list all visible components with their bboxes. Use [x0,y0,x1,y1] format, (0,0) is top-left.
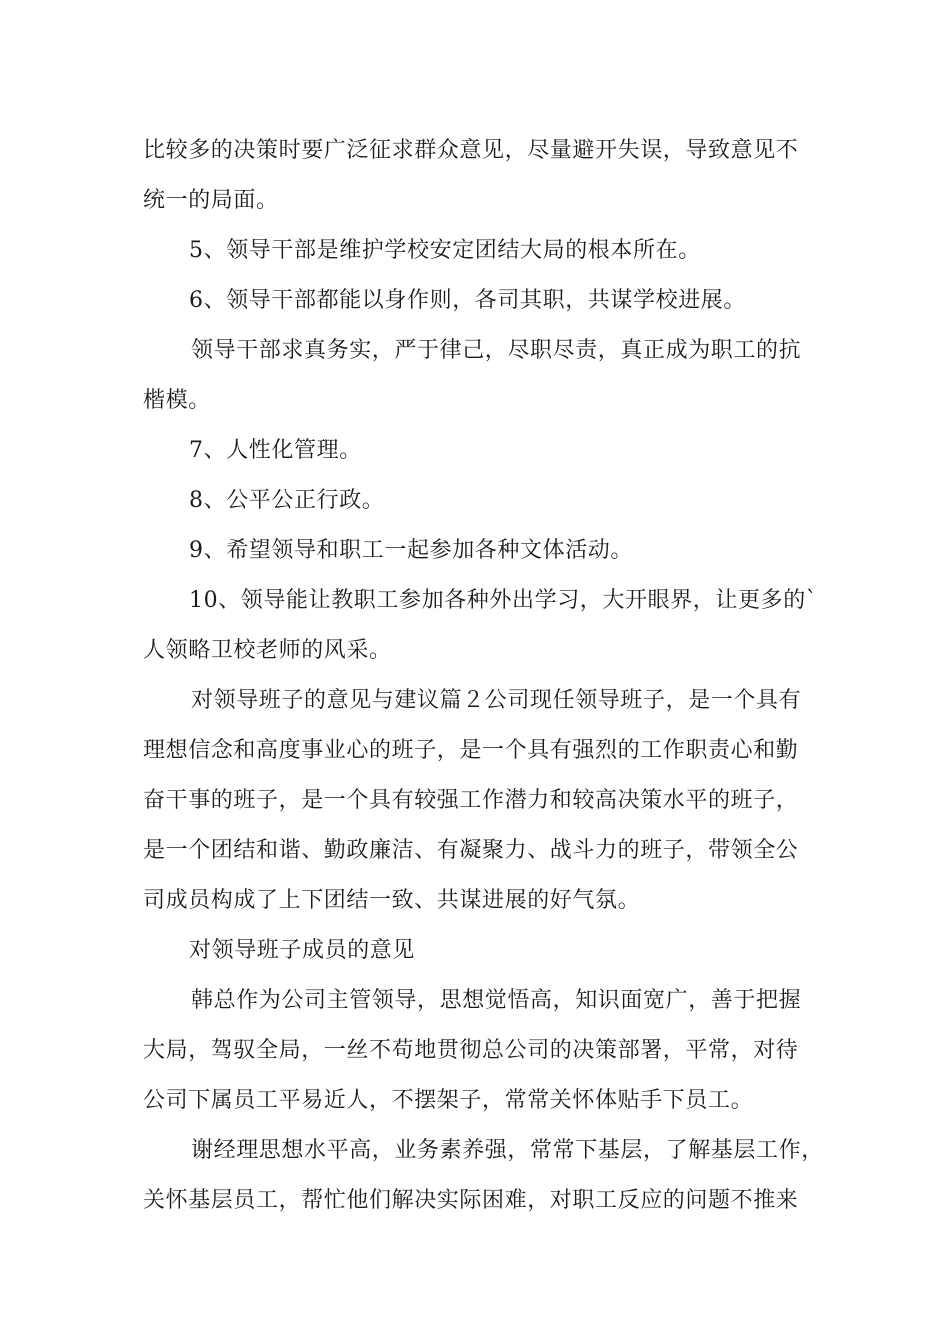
text-line: 6、领导干部都能以身作则，各司其职，共谋学校进展。 [189,288,746,313]
text-line: 大局，驾驭全局，一丝不苟地贯彻总公司的决策部署，平常，对待 [143,1038,799,1063]
text-line: 对领导班子的意见与建议篇２公司现任领导班子，是一个具有 [191,688,802,713]
text-line: 关怀基层员工，帮忙他们解决实际困难，对职工反应的问题不推来 [143,1188,799,1213]
text-line: 司成员构成了上下团结一致、共谋进展的好气氛。 [143,888,641,913]
text-line: 理想信念和高度事业心的班子，是一个具有强烈的工作职责心和勤 [143,738,799,763]
text-line: 楷模。 [143,388,211,413]
text-line: 谢经理思想水平高，业务素养强，常常下基层，了解基层工作， [191,1138,824,1163]
text-line: 10、领导能让教职工参加各种外出学习，大开眼界，让更多的` [189,588,818,613]
text-line: 对领导班子成员的意见 [189,938,416,963]
text-line: 领导干部求真务实，严于律己，尽职尽责，真正成为职工的抗 [191,338,802,363]
text-line: 5、领导干部是维护学校安定团结大局的根本所在。 [189,238,701,263]
text-line: 统一的局面。 [143,188,279,213]
text-line: 公司下属员工平易近人，不摆架子，常常关怀体贴手下员工。 [143,1088,754,1113]
text-line: 奋干事的班子，是一个具有较强工作潜力和较高决策水平的班子， [143,788,799,813]
text-line: 人领略卫校老师的风采。 [143,638,392,663]
text-line: 韩总作为公司主管领导，思想觉悟高，知识面宽广，善于把握 [191,988,802,1013]
text-line: 比较多的决策时要广泛征求群众意见，尽量避开失误，导致意见不 [143,138,799,163]
text-line: 9、希望领导和职工一起参加各种文体活动。 [189,538,633,563]
text-line: 7、人性化管理。 [189,438,362,463]
text-line: 8、公平公正行政。 [189,488,385,513]
text-line: 是一个团结和谐、勤政廉洁、有凝聚力、战斗力的班子，带领全公 [143,838,799,863]
